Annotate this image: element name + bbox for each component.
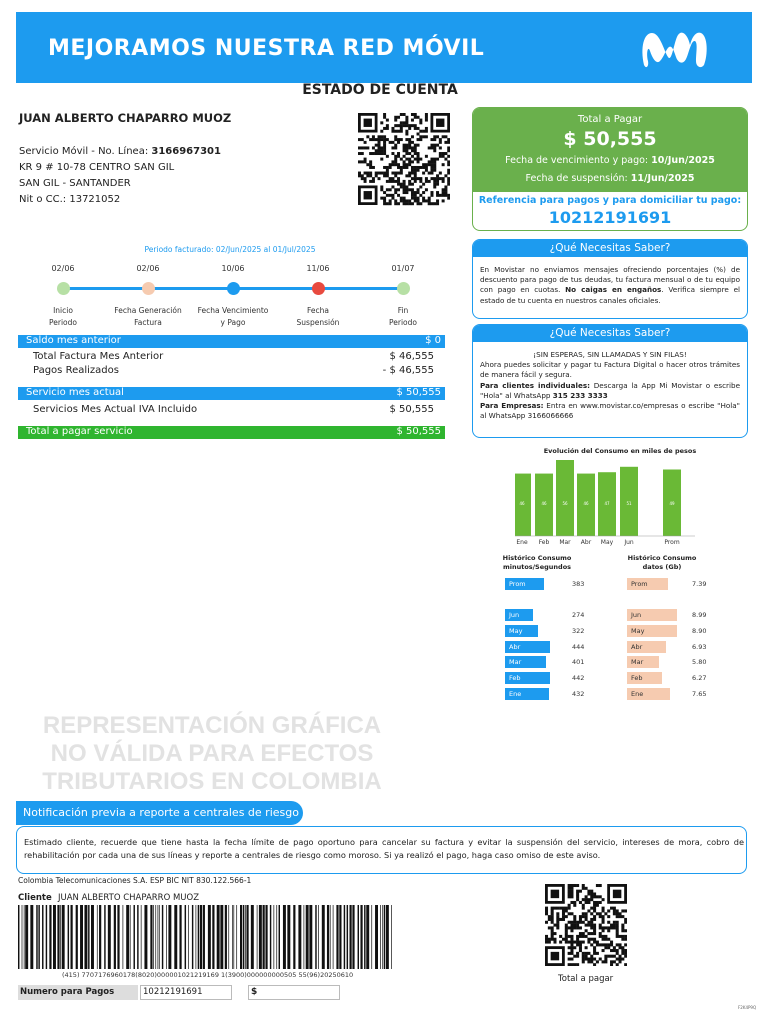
services-label: Servicios Mes Actual IVA Incluido xyxy=(33,404,198,415)
card-line-1: ¡SIN ESPERAS, SIN LLAMADAS Y SIN FILAS! xyxy=(533,350,687,359)
timeline-date: 11/06 xyxy=(306,264,330,273)
timeline-label xyxy=(23,305,103,329)
timeline-label xyxy=(278,305,358,329)
history-bar: Mar xyxy=(505,656,546,668)
non-tax-watermark xyxy=(22,712,402,796)
suspension-date-line xyxy=(473,173,747,184)
history-value: 322 xyxy=(572,627,585,635)
current-service-label: Servicio mes actual xyxy=(26,387,124,398)
consumption-chart xyxy=(515,455,695,547)
business-label: Para Empresas: xyxy=(480,401,544,411)
history-value: 442 xyxy=(572,674,585,682)
customer-city: SAN GIL - SANTANDER xyxy=(19,178,131,189)
history-value: 401 xyxy=(572,658,585,666)
data-history-title: Histórico Consumo datos (Gb) xyxy=(627,554,697,571)
history-bar: Mar xyxy=(627,656,659,668)
timeline-label-line: Factura xyxy=(134,318,162,327)
reference-label: Referencia para pagos y para domiciliar tu pago: xyxy=(478,195,742,206)
history-value: 7.39 xyxy=(692,580,707,588)
history-bar: Ene xyxy=(505,688,549,700)
consumption-tick-label: Abr xyxy=(580,539,592,546)
history-value: 8.99 xyxy=(692,611,707,619)
history-value: 6.93 xyxy=(692,643,707,651)
history-value: 5.80 xyxy=(692,658,707,666)
card-text xyxy=(480,350,740,421)
prev-balance-value: $ 0 xyxy=(425,335,441,346)
consumption-value-label: 46 xyxy=(519,501,525,506)
current-service-value: $ 50,555 xyxy=(396,387,441,398)
total-service-value: $ 50,555 xyxy=(396,426,441,437)
timeline-marker xyxy=(57,282,70,295)
timeline-label-line: Periodo xyxy=(389,318,417,327)
info-card-scam-warning xyxy=(472,239,748,319)
watermark-line-3: TRIBUTARIOS EN COLOMBIA xyxy=(42,768,382,795)
card-line-clients xyxy=(480,381,740,401)
history-bar: Ene xyxy=(627,688,670,700)
timeline-label-line: Suspensión xyxy=(296,318,340,327)
document-code: F2K4P9Q xyxy=(738,1005,757,1010)
card-text-a: En Movistar no enviamos mensajes ofreciendo porcentajes (%) de descuento para pago de tus deudas, tu factura mensual o de tu equipo con pago en cuotas. xyxy=(480,265,740,295)
timeline-label-line: Fecha Generación xyxy=(114,306,182,315)
card-line-business xyxy=(480,401,740,421)
risk-notification-title: Notificación previa a reporte a centrales de riesgo xyxy=(16,801,303,825)
reference-number: 10212191691 xyxy=(548,208,672,227)
prev-balance-bar xyxy=(18,335,445,348)
watermark-line-2: NO VÁLIDA PARA EFECTOS xyxy=(50,740,374,767)
consumption-value-label: 46 xyxy=(541,501,547,506)
payment-number-field: 10212191691 xyxy=(140,985,232,1000)
movistar-logo-icon xyxy=(638,27,716,71)
timeline-label-line: Fin xyxy=(397,306,409,315)
history-value: 8.90 xyxy=(692,627,707,635)
history-value: 7.65 xyxy=(692,690,707,698)
history-bar: Feb xyxy=(505,672,550,684)
history-value: 444 xyxy=(572,643,585,651)
history-bar: Feb xyxy=(627,672,662,684)
timeline-label-line: y Pago xyxy=(220,318,246,327)
timeline-date: 02/06 xyxy=(136,264,160,273)
watermark-line-1: REPRESENTACIÓN GRÁFICA xyxy=(42,712,382,739)
payment-barcode-icon xyxy=(18,905,394,969)
timeline-label xyxy=(108,305,188,329)
clients-phone: 315 233 3333 xyxy=(552,390,608,400)
consumption-tick-label: Feb xyxy=(538,539,550,546)
timeline-marker xyxy=(397,282,410,295)
due-date-line xyxy=(473,155,747,166)
risk-notification-text: Estimado cliente, recuerde que tiene hasta la fecha límite de pago oportuno para cancelar su factura y evitar la suspensión del servicio, intereses de mora, cobro de rehabilitación por cada una de sus líneas y reporte a centrales de riesgo como moroso. Si ya realizó el pago, haga caso omiso de este aviso. xyxy=(24,837,744,860)
timeline-label-line: Inicio xyxy=(53,306,73,315)
card-title: ¿Qué Necesitas Saber? xyxy=(473,325,747,342)
customer-address: KR 9 # 10-78 CENTRO SAN GIL xyxy=(19,162,175,173)
qr-modules xyxy=(545,884,627,966)
consumption-tick-label: May xyxy=(600,539,614,546)
customer-name: JUAN ALBERTO CHAPARRO MUOZ xyxy=(19,111,232,125)
timeline-date: 01/07 xyxy=(391,264,415,273)
consumption-bar xyxy=(556,460,574,536)
total-to-pay-caption: Total a pagar xyxy=(558,974,614,984)
consumption-chart-title: Evolución del Consumo en miles de pesos xyxy=(543,447,697,455)
timeline-label-line: Periodo xyxy=(49,318,77,327)
payment-number-label: Numero para Pagos xyxy=(18,985,138,1000)
card-text-b: . Verifica siempre el estado de tu cuenta en nuestros canales oficiales. xyxy=(480,285,741,305)
services-value: $ 50,555 xyxy=(389,404,434,415)
billing-period: Periodo facturado: 02/Jun/2025 al 01/Jul/2025 xyxy=(144,245,316,254)
due-date: 10/Jun/2025 xyxy=(651,155,715,166)
qr-modules xyxy=(358,113,450,205)
suspension-date: 11/Jun/2025 xyxy=(630,173,695,184)
service-line xyxy=(19,146,221,157)
service-prefix: Servicio Móvil - No. Línea: xyxy=(19,146,152,157)
document-title: ESTADO DE CUENTA xyxy=(302,82,458,98)
total-header xyxy=(473,108,747,192)
barcode-number: (415) 7707176960178(8020)000001021219169 1(3900)000000000505 55(96)20250610 xyxy=(62,971,354,979)
consumption-tick-label: Ene xyxy=(516,539,528,546)
minutes-history-title: Histórico Consumo minutos/Segundos xyxy=(502,554,572,571)
consumption-tick-label: Prom xyxy=(664,539,680,546)
timeline-date: 10/06 xyxy=(221,264,245,273)
company-legal-line: Colombia Telecomunicaciones S.A. ESP BIC NIT 830.122.566-1 xyxy=(18,876,252,885)
card-line-2: Ahora puedes solicitar y pagar tu Factura Digital o hacer otros trámites de manera fácil y segura. xyxy=(480,360,740,380)
current-service-bar xyxy=(18,387,445,400)
due-prefix: Fecha de vencimiento y pago: xyxy=(505,155,652,166)
clients-label: Para clientes individuales: xyxy=(480,380,590,390)
timeline-label xyxy=(363,305,443,329)
payments-value: - $ 46,555 xyxy=(382,365,434,376)
history-value: 383 xyxy=(572,580,585,588)
history-bar: Prom xyxy=(505,578,544,590)
card-text-bold: No caigas en engaños xyxy=(565,285,662,295)
line-number: 3166967301 xyxy=(151,146,221,157)
client-label: Cliente xyxy=(18,893,52,903)
history-bar: Jun xyxy=(627,609,677,621)
consumption-tick-label: Jun xyxy=(624,539,634,546)
history-bar: Abr xyxy=(627,641,666,653)
history-bar: Prom xyxy=(627,578,668,590)
business-text: Entra en www.movistar.co/empresas o escribe "Hola" al WhatsApp 3166066666 xyxy=(480,401,740,421)
history-value: 432 xyxy=(572,690,585,698)
consumption-tick-label: Mar xyxy=(559,539,571,546)
timeline-label-line: Fecha Vencimiento xyxy=(197,306,269,315)
history-value: 6.27 xyxy=(692,674,707,682)
consumption-value-label: 49 xyxy=(669,501,675,506)
history-value: 274 xyxy=(572,611,585,619)
suspension-prefix: Fecha de suspensión: xyxy=(525,173,631,184)
consumption-value-label: 51 xyxy=(626,501,632,506)
timeline-marker xyxy=(142,282,155,295)
banner-title: MEJORAMOS NUESTRA RED MÓVIL xyxy=(48,36,485,61)
total-amount: $ 50,555 xyxy=(563,128,657,150)
consumption-value-label: 46 xyxy=(583,501,589,506)
info-card-digital-channels xyxy=(472,324,748,438)
prev-invoice-label: Total Factura Mes Anterior xyxy=(33,351,164,362)
prev-invoice-value: $ 46,555 xyxy=(389,351,434,362)
total-label: Total a Pagar xyxy=(577,114,643,125)
customer-id: Nit o CC.: 13721052 xyxy=(19,194,121,205)
payments-label: Pagos Realizados xyxy=(33,365,119,376)
total-service-bar xyxy=(18,426,445,439)
total-service-label: Total a pagar servicio xyxy=(26,426,133,437)
total-to-pay-box xyxy=(472,107,748,231)
timeline-marker xyxy=(312,282,325,295)
amount-field: $ xyxy=(248,985,340,1000)
timeline-label-line: Fecha xyxy=(307,306,329,315)
history-bar: May xyxy=(505,625,538,637)
barcode-bars xyxy=(18,905,392,969)
timeline-marker xyxy=(227,282,240,295)
clients-text: Descarga la App Mi Movistar o escribe "Hola" al WhatsApp xyxy=(480,380,740,400)
consumption-value-label: 47 xyxy=(604,501,610,506)
consumption-value-label: 56 xyxy=(562,501,568,506)
history-bar: Jun xyxy=(505,609,533,621)
client-name: JUAN ALBERTO CHAPARRO MUOZ xyxy=(58,893,200,903)
card-text xyxy=(480,265,740,306)
history-bar: May xyxy=(627,625,677,637)
card-title: ¿Qué Necesitas Saber? xyxy=(473,240,747,257)
prev-balance-label: Saldo mes anterior xyxy=(26,335,121,346)
timeline-label xyxy=(193,305,273,329)
history-bar: Abr xyxy=(505,641,550,653)
qr-code-icon xyxy=(358,113,450,209)
payment-qr-code-icon xyxy=(545,884,627,966)
timeline-date: 02/06 xyxy=(51,264,75,273)
